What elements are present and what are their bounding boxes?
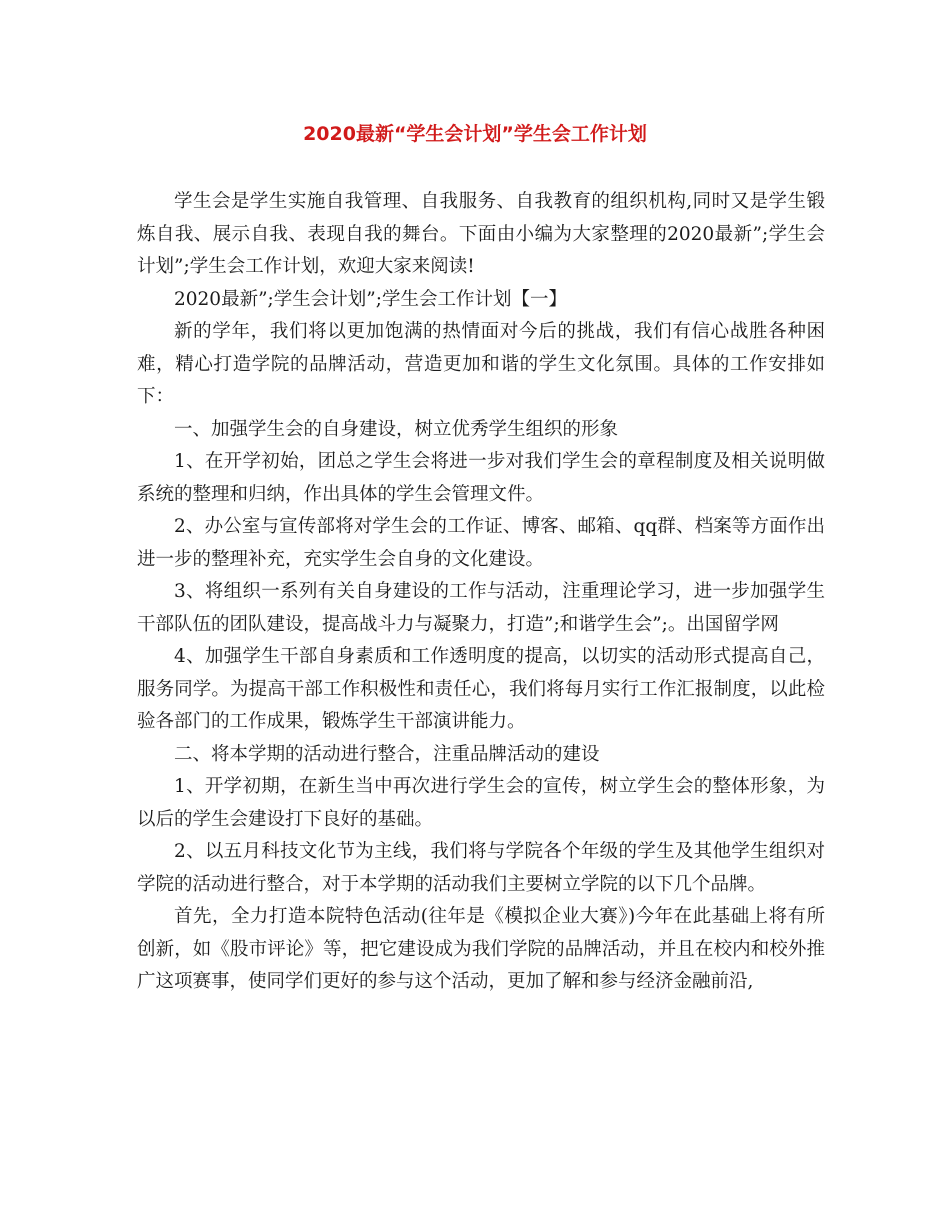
paragraph-heading-2: 二、将本学期的活动进行整合，注重品牌活动的建设: [174, 743, 600, 765]
paragraph-item: 1、在开学初始，团总之学生会将进一步对我们学生会的章程制度及相关说明做系统的整理和归纳，作出具体的学生会管理文件。: [137, 451, 825, 505]
paragraph-item: 4、加强学生干部自身素质和工作透明度的提高，以切实的活动形式提高自己，服务同学。为提高干部工作积极性和责任心，我们将每月实行工作汇报制度，以此检验各部门的工作成果，锻炼学生干部演讲能力。: [137, 646, 825, 732]
paragraph-item: 2、以五月科技文化节为主线，我们将与学院各个年级的学生及其他学生组织对学院的活动进行整合，对于本学期的活动我们主要树立学院的以下几个品牌。: [137, 841, 825, 895]
paragraph-heading-1: 一、加强学生会的自身建设，树立优秀学生组织的形象: [174, 418, 619, 440]
paragraph-opening: 新的学年，我们将以更加饱满的热情面对今后的挑战，我们有信心战胜各种困难，精心打造学院的品牌活动，营造更加和谐的学生文化氛围。具体的工作安排如下：: [137, 321, 825, 407]
document-body: [137, 186, 825, 999]
document-title: 2020最新“学生会计划”学生会工作计划: [303, 123, 647, 145]
paragraph-item: 首先，全力打造本院特色活动(往年是《模拟企业大赛》)今年在此基础上将有所创新，如《股市评论》等，把它建设成为我们学院的品牌活动，并且在校内和校外推广这项赛事，使同学们更好的参与这个活动，更加了解和参与经济金融前沿,: [137, 906, 825, 992]
paragraph-item: 3、将组织一系列有关自身建设的工作与活动，注重理论学习，进一步加强学生干部队伍的团队建设，提高战斗力与凝聚力，打造”;和谐学生会”;。出国留学网: [137, 581, 825, 635]
paragraph-section-heading: 2020最新”;学生会计划”;学生会工作计划【一】: [174, 288, 567, 310]
paragraph-item: 2、办公室与宣传部将对学生会的工作证、博客、邮箱、qq群、档案等方面作出进一步的整理补充，充实学生会自身的文化建设。: [137, 516, 825, 570]
paragraph-item: 1、开学初期，在新生当中再次进行学生会的宣传，树立学生会的整体形象，为以后的学生会建设打下良好的基础。: [137, 776, 825, 830]
paragraph-intro: 学生会是学生实施自我管理、自我服务、自我教育的组织机构,同时又是学生锻炼自我、展示自我、表现自我的舞台。下面由小编为大家整理的2020最新”;学生会计划”;学生会工作计划，欢迎大家来阅读!: [137, 191, 825, 277]
